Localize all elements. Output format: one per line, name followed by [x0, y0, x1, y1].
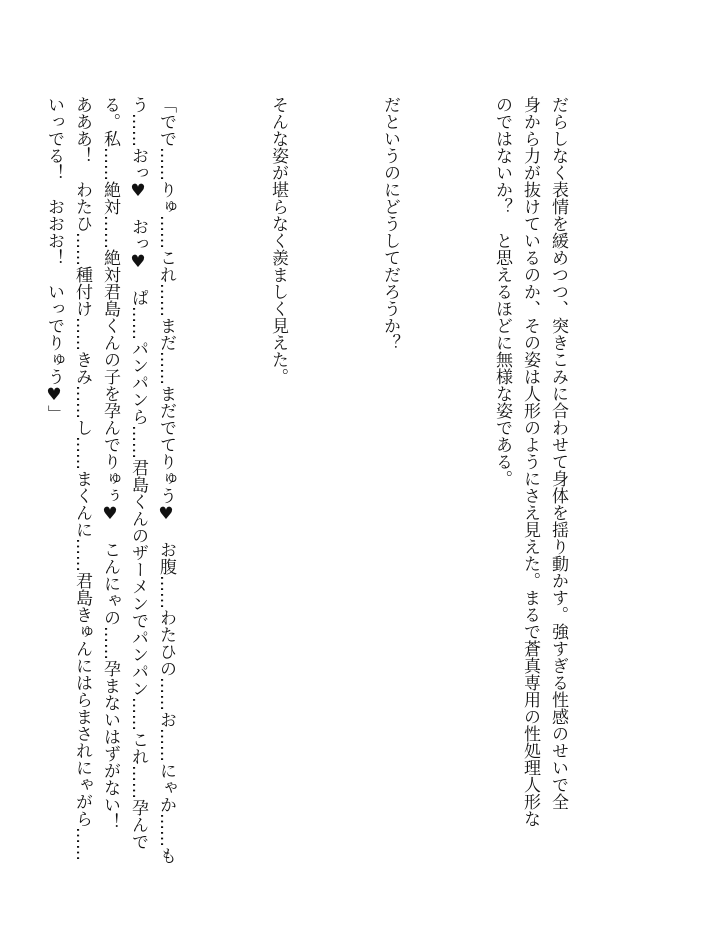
paragraph-gap — [208, 96, 236, 856]
paragraph-2 — [376, 96, 404, 856]
vertical-text-body — [0, 96, 628, 864]
text-line: 「でで……りゅ……これ……まだ……まだでてりゅう♥ お腹……わたひの……お……にゃか……も — [156, 96, 176, 864]
paragraph-1 — [488, 96, 572, 856]
paragraph-3 — [264, 96, 292, 856]
text-line: だらしなく表情を緩めつつ、突きこみに合わせて身体を揺り動かす。強すぎる性感のせいで全 — [548, 96, 568, 810]
text-line: だというのにどうしてだろうか？ — [380, 96, 400, 351]
paragraph-gap — [320, 96, 348, 856]
paragraph-gap — [432, 96, 460, 856]
paragraph-gap — [0, 96, 12, 856]
text-line: る。私……絶対……絶対君島くんの子を孕んでりゅぅ♥ こんにゃの……孕まないはずがない！ — [100, 96, 120, 830]
text-line: 身から力が抜けているのか、その姿は人形のようにさえ見えた。まるで蒼真専用の性処理人形な — [520, 96, 540, 827]
paragraph-4-dialogue — [40, 96, 180, 864]
text-line: う……おっ♥ おっ♥ ぱ……パンパンら……君島くんのザーメンでパンパン……これ……孕んで — [128, 96, 148, 850]
text-line: いっでる！ おおお！ いっでりゅう♥」 — [44, 96, 64, 422]
text-line: そんな姿が堪らなく羨ましく見えた。 — [268, 96, 288, 385]
text-line: あああ！ わたひ……種付け……きみ……し……まくんに……君島きゅんにはらまされにゃがら…… — [72, 96, 92, 861]
text-line: のではないか？ と思えるほどに無様な姿である。 — [492, 96, 512, 487]
